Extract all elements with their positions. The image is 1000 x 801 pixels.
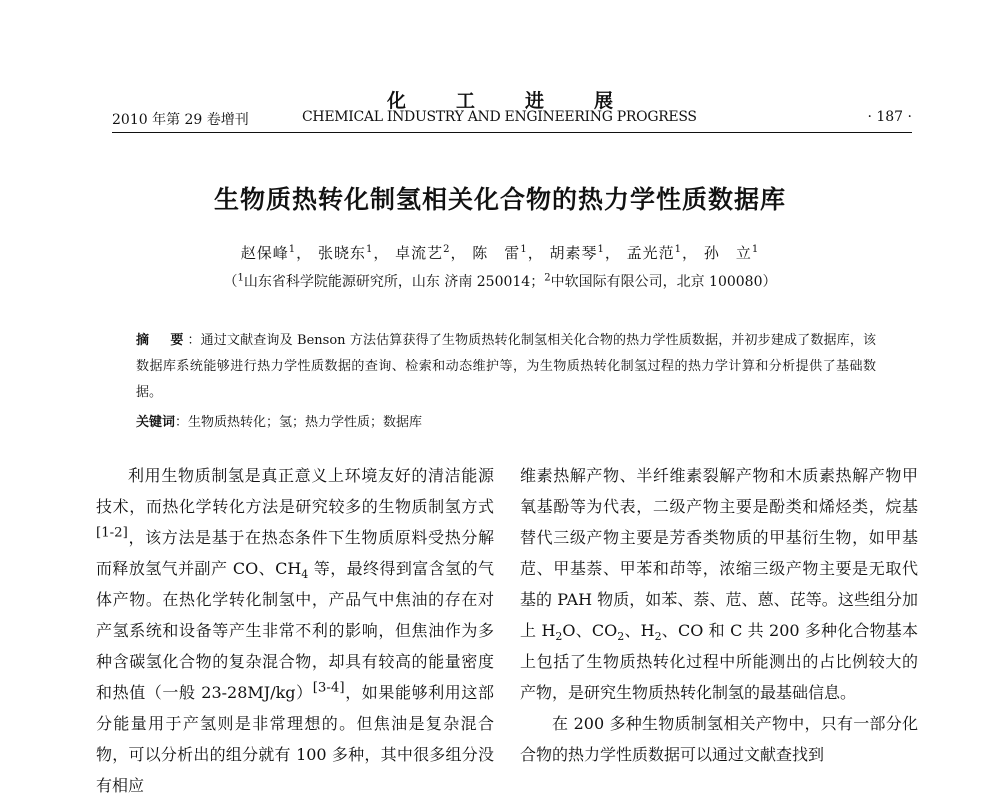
header-divider [112, 132, 912, 133]
body-paragraph [96, 460, 494, 801]
author-name: 胡素琴 [549, 244, 598, 262]
subscript: 4 [301, 568, 309, 582]
subscript: 2 [555, 630, 563, 644]
author-affil-mark: 1 [751, 244, 760, 255]
author-name: 张晓东 [317, 244, 366, 262]
author-name: 赵保峰 [240, 244, 289, 262]
keywords-label: 关键词 [136, 415, 176, 430]
author-affil-mark: 2 [443, 244, 451, 255]
subscript: 2 [654, 630, 662, 644]
abstract [136, 328, 876, 406]
text-run: ，如果能够利用这部分能量用于产氢则是非常理想的。但焦油是复杂混合物，可以分析出的组分就有 100 多种，其中很多组分没有相应 [96, 683, 494, 795]
journal-name: 化工进展 [386, 90, 663, 112]
affil-mark: 1 [237, 272, 244, 284]
body-column-left [96, 460, 494, 801]
journal-name-en: CHEMICAL INDUSTRY AND ENGINEERING PROGRESS [302, 109, 697, 125]
body-paragraph: 在 200 多种生物质制氢相关产物中，只有一部分化合物的热力学性质数据可以通过文献查找到 [520, 714, 918, 764]
author-affil-mark: 1 [674, 244, 683, 255]
affiliations [0, 271, 1000, 291]
text-run: 利用生物质制氢是真正意义上环境友好的清洁能源技术，而热化学转化方法是研究较多的生物质制氢方式 [96, 466, 494, 516]
text-run: 、H [624, 621, 655, 640]
author-list: 赵保峰$^1$， 张晓东$^1$， 卓流艺$^2$， 陈 雷$^1$， 胡素琴$^1$， 孟光范$^1$， 孙 立$^1$ [240, 244, 760, 262]
text-run: O、CO [562, 621, 618, 640]
author-name: 孙 立 [703, 244, 752, 262]
author-affil-mark: 1 [288, 244, 297, 255]
affiliation-2: 中软国际有限公司，北京 100080） [550, 274, 777, 290]
citation-ref: [3-4] [312, 680, 345, 696]
body-column-right [520, 460, 918, 770]
citation-ref: [1-2] [96, 525, 128, 541]
author-name: 卓流艺 [395, 244, 444, 262]
page-number: · 187 · [867, 109, 912, 125]
text-run: 、CO 和 C 共 200 多种化合物基本上包括了生物质热转化过程中所能测出的占比例较大的产物，是研究生物质热转化制氢的最基础信息。 [520, 621, 918, 702]
author-affil-mark: 1 [520, 244, 528, 255]
keywords-text: ：生物质热转化；氢；热力学性质；数据库 [175, 415, 423, 430]
issue-info: 2010 年第 29 卷增刊 [112, 112, 249, 128]
abstract-text: ：通过文献查询及 Benson 方法估算获得了生物质热转化制氢相关化合物的热力学性质数据，并初步建成了数据库，该数据库系统能够进行热力学性质数据的查询、检索和动态维护等，为生物质热转化制氢过程的热力学计算和分析提供了基础数据。 [136, 333, 876, 400]
running-header [112, 109, 912, 131]
author-name: 孟光范 [626, 244, 675, 262]
body-paragraph [520, 460, 918, 708]
text-run: ，该方法是基于在热态条件下生物质原料受热分解而释放氢气并副产 CO、CH [96, 528, 494, 578]
author-affil-mark: 1 [365, 244, 374, 255]
abstract-label: 摘 要 [136, 333, 188, 348]
text-run: 等，最终得到富含氢的气体产物。在热化学转化制氢中，产品气中焦油的存在对产氢系统和设备等产生非常不利的影响，但焦油作为多种含碳氢化合物的复杂混合物，却具有较高的能量密度和热值（一般 23-28MJ/kg） [96, 559, 494, 702]
text-run: 维素热解产物、半纤维素裂解产物和木质素热解产物甲氧基酚等为代表，二级产物主要是酚类和烯烃类，烷基替代三级产物主要是芳香类物质的甲基衍生物，如甲基苊、甲基萘、甲苯和茚等，浓缩三级产物主要是无取代基的 PAH 物质，如苯、萘、苊、蒽、芘等。这些组分加上 H [520, 466, 918, 640]
affil-open: （ [223, 274, 238, 290]
affiliation-1: 山东省科学院能源研究所，山东 济南 250014； [243, 274, 545, 290]
article-title: 生物质热转化制氢相关化合物的热力学性质数据库 [213, 185, 786, 214]
keywords [136, 410, 876, 436]
author-affil-mark: 1 [597, 244, 605, 255]
subscript: 2 [617, 630, 625, 644]
affil-mark: 2 [544, 272, 551, 284]
author-name: 陈 雷 [472, 244, 521, 262]
